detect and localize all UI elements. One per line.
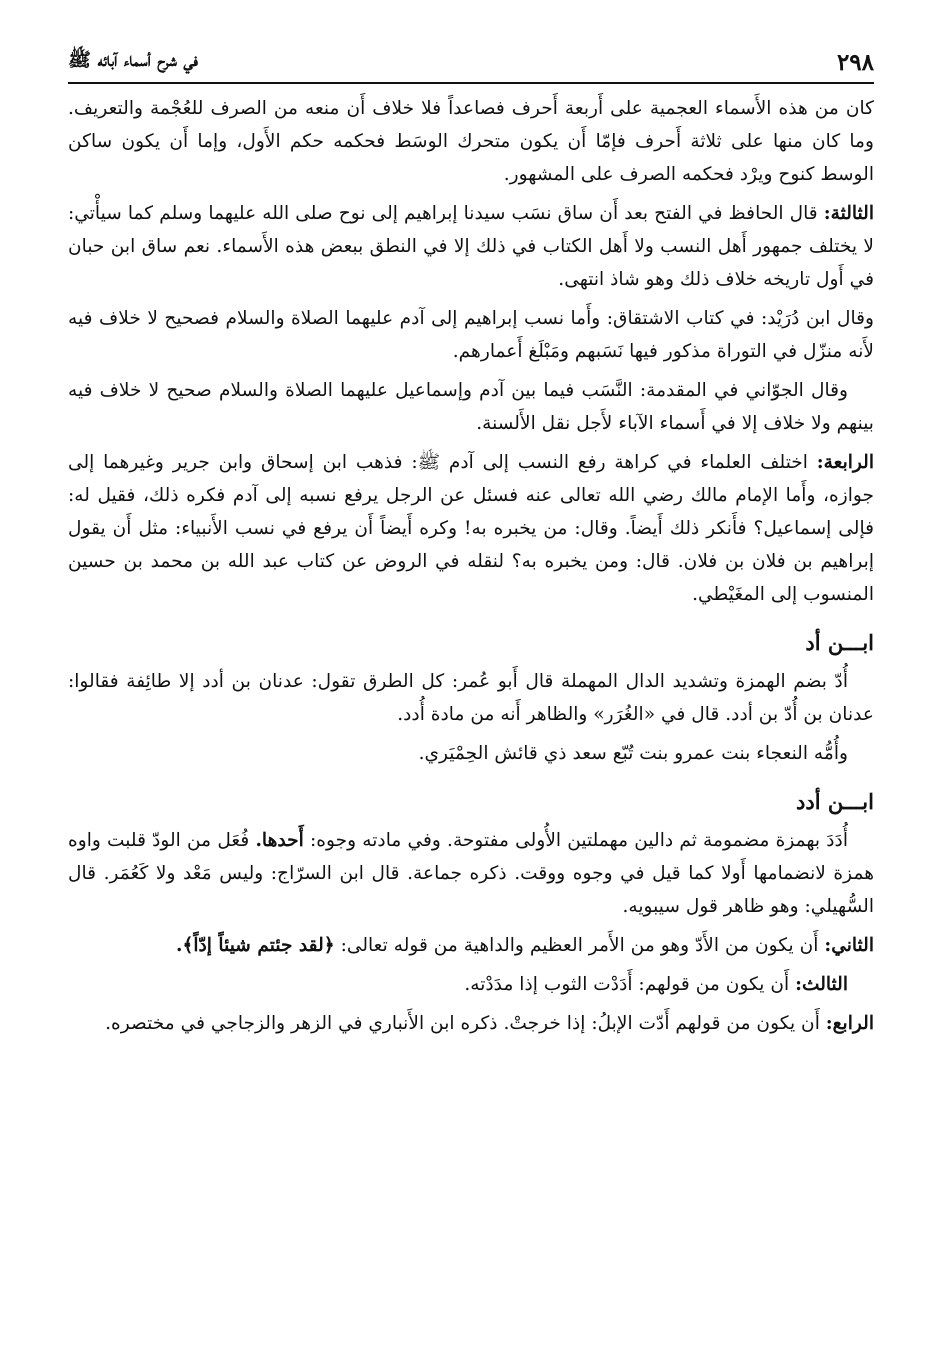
paragraph [68, 197, 874, 296]
paragraph-text: أَن يكون من قولهم أَدّت الإبلُ: إذا خرجتْ. ذكره ابن الأَنباري في الزهر والزجاجي في مختصره. [105, 1013, 820, 1034]
paragraph-text: وأُمُّه النعجاء بنت عمرو بنت تُبّع سعد ذي قائش الحِمْيَري. [418, 743, 848, 764]
paragraph-text: وقال ابن دُرَيْد: في كتاب الاشتقاق: وأَما نسب إبراهيم إلى آدم عليهما الصلاة والسلام فصحيح لا خلاف فيه لأَنه منزّل في التوراة مذكور فيها نَسَبهم ومَبْلَغ أَعمارهم. [68, 308, 874, 362]
section-title: ابـــن أدد [796, 789, 874, 814]
paragraph-text: وقال الجوّاني في المقدمة: النَّسَب فيما بين آدم وإسماعيل عليهما الصلاة والسلام صحيح لا خلاف فيه بينهم ولا خلاف إلا في أَسماء الآباء لأَجل نقل الأَلسنة. [68, 380, 874, 434]
paragraph [68, 929, 874, 962]
paragraph [68, 824, 874, 923]
paragraph-text: أُدّ بضم الهمزة وتشديد الدال المهملة قال أَبو عُمر: كل الطرق تقول: عدنان بن أدد إلا طائِفة فقالوا: عدنان بن أُدّ بن أدد. قال في «الغُرَر» والظاهر أَنه من مادة أُدد. [68, 671, 874, 725]
paragraph-text: فُعَل من الودّ قلبت واوه همزة لانضمامها أَولا كما قيل في وجوه ووقت. ذكره جماعة. قال ابن السرّاج: وليس مَعْد ولا كَعُمَر. قال السُّهيلي: وهو ظاهر قول سيبويه. [68, 830, 874, 917]
section-title: ابـــن أد [805, 630, 874, 655]
paragraph [68, 737, 874, 770]
page-header [68, 38, 874, 84]
paragraph-lead: أَحدها. [255, 830, 304, 851]
paragraph-text: اختلف العلماء في كراهة رفع النسب إلى آدم ﷺ: فذهب ابن إسحاق وابن جرير وغيرهما إلى جوازه، وأَما الإمام مالك رضي الله تعالى عنه فسئل عن الرجل يرفع نسبه إلى آدم فكره ذلك، فقيل له: فإلى إسماعيل؟ فأَنكر ذلك أَيضاً. وقال: من يخبره به! وكره أَيضاً أَن يرفع في نسب الأَنبياء: مثل أَن يقول إبراهيم بن فلان بن فلان. قال: ومن يخبره به؟ لنقله في الروض عن كتاب عبد الله بن محمد بن حسين المنسوب إلى المغَيْطي. [68, 452, 874, 605]
paragraph [68, 374, 874, 440]
book-page [68, 38, 874, 1328]
paragraph-text: أَن يكون من الأَدّ وهو من الأَمر العظيم والداهية من قوله تعالى: [340, 935, 819, 956]
paragraph-text: أُدَدَ بهمزة مضمومة ثم دالين مهملتين الأُولى مفتوحة. وفي مادته وجوه: [310, 830, 848, 851]
paragraph [68, 968, 874, 1001]
running-title: في شرح أسماء آبائه ﷺ [68, 49, 198, 71]
quran-verse: ﴿لقد جئتم شيئاً إدّاً﴾. [175, 935, 335, 956]
paragraph-lead: الرابعة: [816, 452, 874, 473]
paragraph-text: كان من هذه الأَسماء العجمية على أَربعة أَحرف فصاعداً فلا خلاف أَن منعه من الصرف للعُجْمة والتعريف. وما كان منها على ثلاثة أَحرف فإمّا أَن يكون متحرك الوسَط فحكمه حكم الأَول، وإما أَن يكون ساكن الوسط كنوح ويرْد فحكمه الصرف على المشهور. [68, 98, 874, 185]
paragraph-lead: الثاني: [824, 935, 874, 956]
paragraph [68, 92, 874, 191]
paragraph [68, 302, 874, 368]
paragraph-lead: الرابع: [825, 1013, 874, 1034]
paragraph-lead: الثالث: [795, 974, 848, 995]
paragraph [68, 1007, 874, 1040]
paragraph-text: قال الحافظ في الفتح بعد أَن ساق نسَب سيدنا إبراهيم إلى نوح صلى الله عليهما وسلم كما سيأْتي: لا يختلف جمهور أَهل النسب ولا أَهل الكتاب في ذلك إلا في النطق ببعض هذه الأَسماء. نعم ساق ابن حبان في أَول تاريخه خلاف ذلك وهو شاذ انتهى. [68, 203, 874, 290]
page-body [68, 92, 874, 1040]
paragraph-lead: الثالثة: [823, 203, 874, 224]
paragraph [68, 665, 874, 731]
paragraph-text: أَن يكون من قولهم: أَدَدْت الثوب إذا مدَدْته. [464, 974, 790, 995]
page-number: ٢٩٨ [836, 49, 874, 76]
paragraph [68, 446, 874, 611]
